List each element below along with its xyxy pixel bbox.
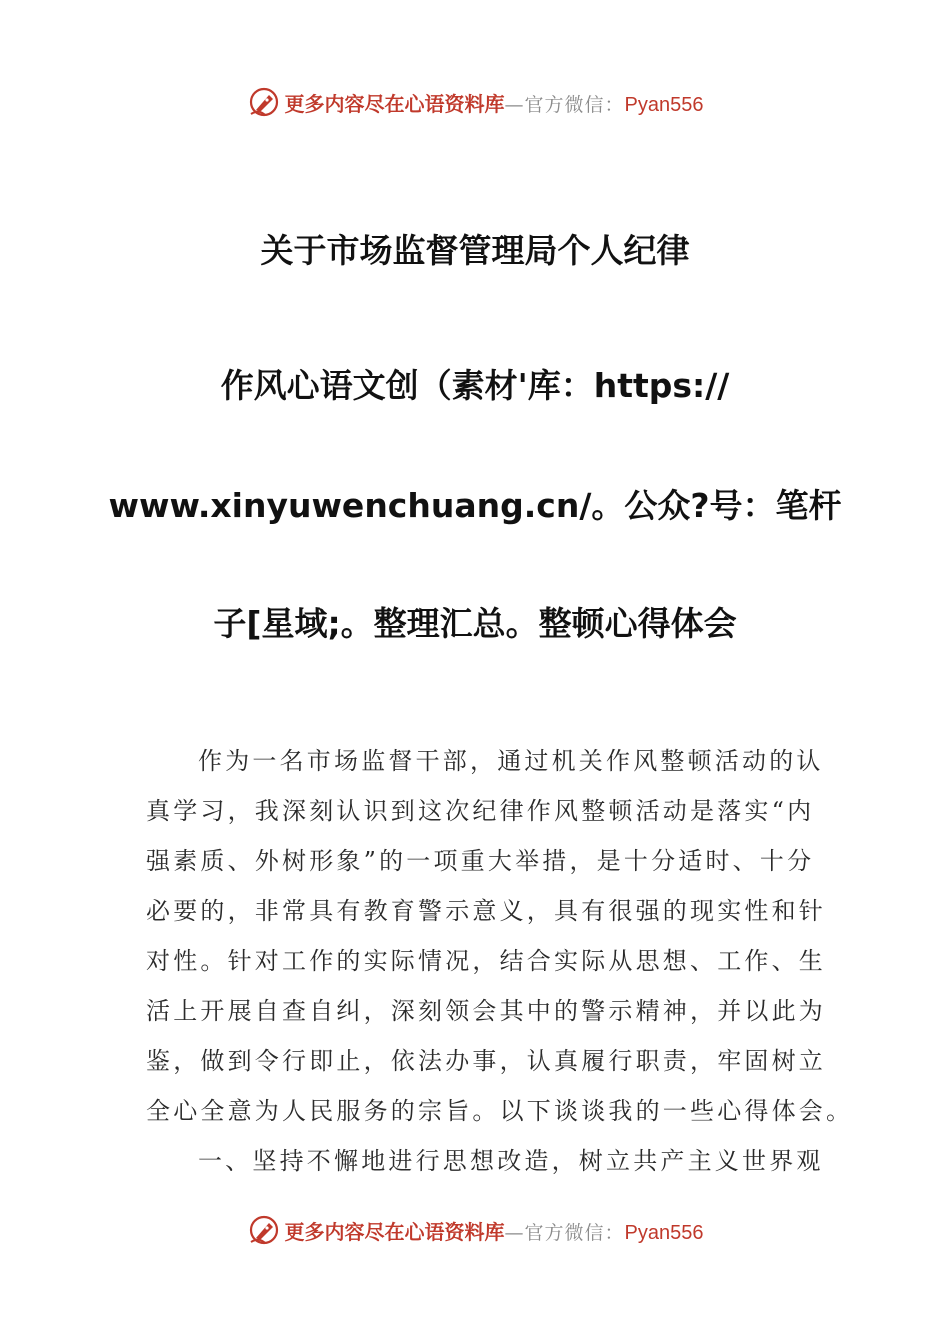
watermark-official-text: 官方微信：	[524, 93, 625, 116]
body-line: 对性。针对工作的实际情况，结合实际从思想、工作、生	[146, 947, 826, 975]
watermark-dash: —	[504, 1221, 525, 1244]
body-line: 必要的，非常具有教育警示意义，具有很强的现实性和针	[146, 897, 826, 925]
watermark-handle: Pyan556	[624, 1221, 704, 1244]
footer-watermark	[0, 1208, 950, 1252]
body-line: 全心全意为人民服务的宗旨。以下谈谈我的一些心得体会。	[146, 1097, 854, 1125]
document-title-line-2: 作风心语文创（素材'库：https://	[220, 366, 730, 405]
watermark-site-text: 更多内容尽在心语资料库	[284, 91, 505, 116]
watermark-official-text: 官方微信：	[524, 1221, 625, 1244]
header-watermark	[0, 80, 950, 124]
pen-nib-logo-icon	[247, 85, 281, 119]
document-body	[146, 736, 854, 1186]
document-title-line-4: 子[星域;。整理汇总。整顿心得体会	[213, 604, 737, 643]
pen-nib-logo-icon	[247, 1213, 281, 1247]
watermark-site-text: 更多内容尽在心语资料库	[284, 1219, 505, 1244]
watermark-dash: —	[504, 93, 525, 116]
document-title-line-1: 关于市场监督管理局个人纪律	[260, 231, 690, 270]
body-line: 活上开展自查自纠，深刻领会其中的警示精神，并以此为	[146, 997, 826, 1025]
body-line: 真学习，我深刻认识到这次纪律作风整顿活动是落实“内	[146, 797, 815, 825]
section-heading-line: 一、坚持不懈地进行思想改造，树立共产主义世界观	[198, 1147, 824, 1175]
body-line: 强素质、外树形象”的一项重大举措，是十分适时、十分	[146, 847, 815, 875]
body-line: 鉴，做到令行即止，依法办事，认真履行职责，牢固树立	[146, 1047, 826, 1075]
body-line: 作为一名市场监督干部，通过机关作风整顿活动的认	[198, 747, 824, 775]
document-title-line-3: www.xinyuwenchuang.cn/。公众?号：笔杆	[108, 486, 842, 525]
watermark-handle: Pyan556	[624, 93, 704, 116]
